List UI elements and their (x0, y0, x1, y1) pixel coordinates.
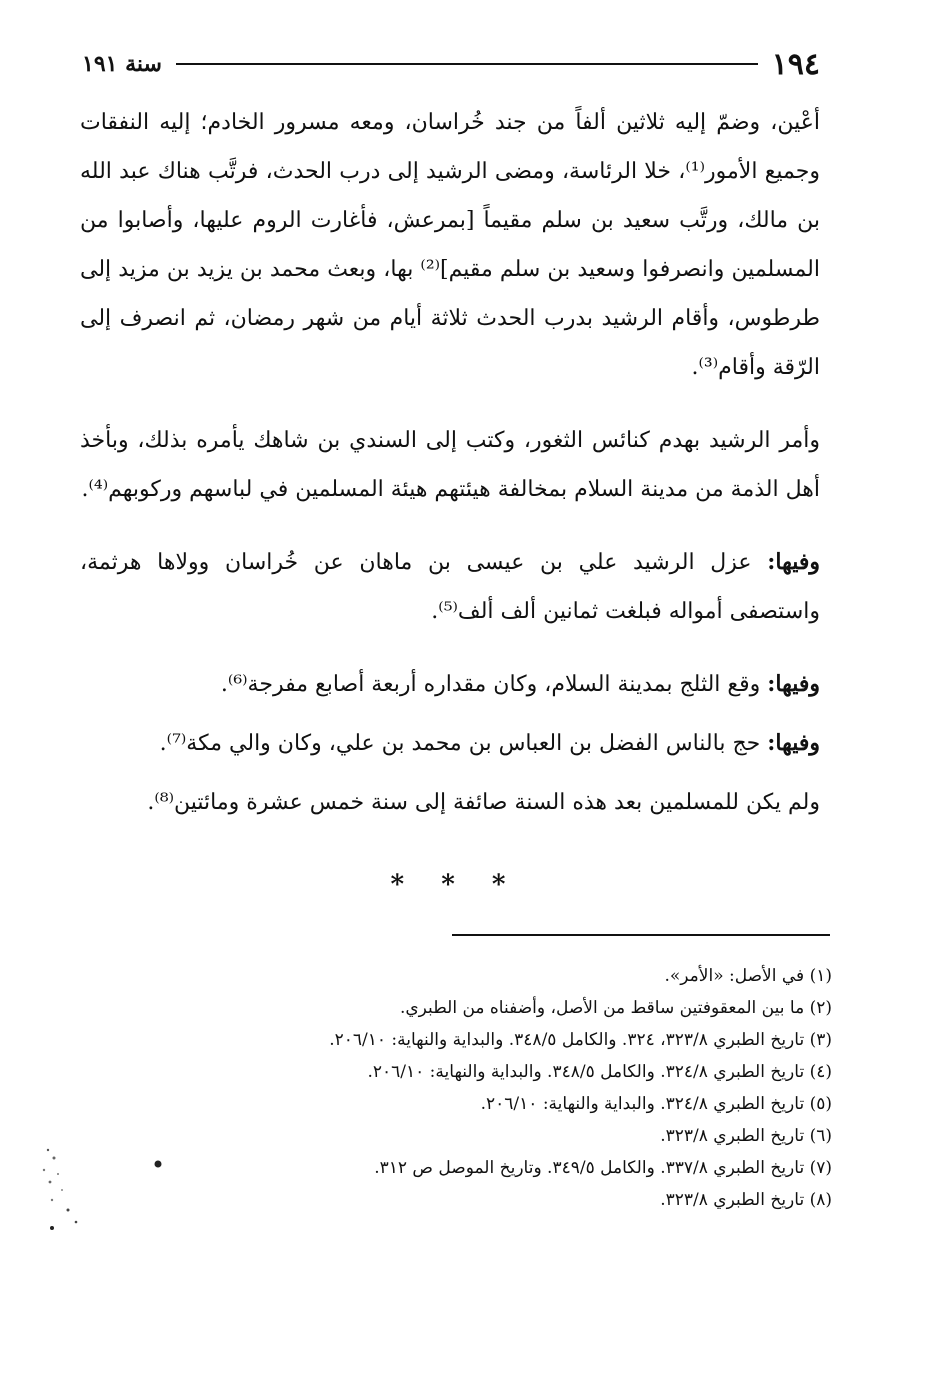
paragraph-dismissal (80, 538, 820, 636)
paragraph-churches (80, 416, 820, 514)
footnote-5: (٥) تاريخ الطبري ٣٢٤/٨. والبداية والنهاية: ٢٠٦/١٠. (480, 1094, 832, 1114)
paragraph-text: ولم يكن للمسلمين بعد هذه السنة صائفة إلى سنة خمس عشرة ومائتين⁽⁸⁾. (147, 790, 820, 815)
paragraph-text: أعْين، وضمّ إليه ثلاثين ألفاً من جند خُراسان، ومعه مسرور الخادم؛ إليه النفقات وجميع الأمور⁽¹⁾، خلا الرئاسة، ومضى الرشيد إلى درب الحدث، فرتَّب هناك عبد الله بن مالك، ورتَّب سعيد بن سلم مقيماً [بمرعش، فأغارت الروم عليها، وأصابوا من المسلمين وانصرفوا وسعيد بن سلم مقيم]⁽²⁾ بها، وبعث محمد بن يزيد بن مزيد إلى طرطوس، وأقام الرشيد بدرب الحدث ثلاثة أيام من شهر رمضان، ثم انصرف إلى الرّقة وأقام⁽³⁾. (80, 110, 820, 380)
footnote-6: (٦) تاريخ الطبري ٣٢٣/٨. (660, 1126, 832, 1146)
page-header (82, 44, 820, 84)
paragraph-campaign (80, 98, 820, 392)
paragraph-text: وأمر الرشيد بهدم كنائس الثغور، وكتب إلى السندي بن شاهك يأمره بذلك، وبأخذ أهل الذمة من مدينة السلام بمخالفة هيئتهم هيئة المسلمين في لباسهم وركوبهم⁽⁴⁾. (80, 428, 820, 502)
header-rule (176, 63, 758, 65)
footnote-3: (٣) تاريخ الطبري ٣٢٣/٨، ٣٢٤. والكامل ٣٤٨/٥. والبداية والنهاية: ٢٠٦/١٠. (329, 1030, 832, 1050)
footnote-1: (١) في الأصل: «الأمر». (664, 966, 832, 986)
footnote-2: (٢) ما بين المعقوفتين ساقط من الأصل، وأضفناه من الطبري. (399, 998, 832, 1018)
paragraph-snow (80, 660, 820, 709)
paragraph-summer-raid (80, 778, 820, 827)
year-label: سنة ١٩١ (82, 51, 162, 77)
paragraph-lead: وفيها: (767, 730, 820, 756)
paragraph-text: عزل الرشيد علي بن عيسى بن ماهان عن خُراسان وولاها هرثمة، واستصفى أمواله فبلغت ثمانين ألف ألف⁽⁵⁾. (80, 550, 820, 624)
scan-noise (18, 1130, 178, 1240)
footnote-8: (٨) تاريخ الطبري ٣٢٣/٨. (660, 1190, 832, 1210)
footnote-7: (٧) تاريخ الطبري ٣٣٧/٨. والكامل ٣٤٩/٥. وتاريخ الموصل ص ٣١٢. (374, 1158, 832, 1178)
page-number: ١٩٤ (771, 46, 820, 82)
paragraph-text: حج بالناس الفضل بن العباس بن محمد بن علي، وكان والي مكة⁽⁷⁾. (159, 731, 761, 756)
main-text (80, 98, 820, 827)
paragraph-text: وقع الثلج بمدينة السلام، وكان مقداره أربعة أصابع مفرجة⁽⁶⁾. (220, 672, 761, 697)
footnotes (80, 960, 832, 1216)
paragraph-lead: وفيها: (767, 671, 820, 697)
paragraph-hajj (80, 719, 820, 768)
paragraph-lead: وفيها: (767, 549, 820, 575)
footnote-4: (٤) تاريخ الطبري ٣٢٤/٨. والكامل ٣٤٨/٥. والبداية والنهاية: ٢٠٦/١٠. (367, 1062, 832, 1082)
section-separator: * * * (390, 870, 520, 900)
footnote-rule (452, 934, 830, 936)
